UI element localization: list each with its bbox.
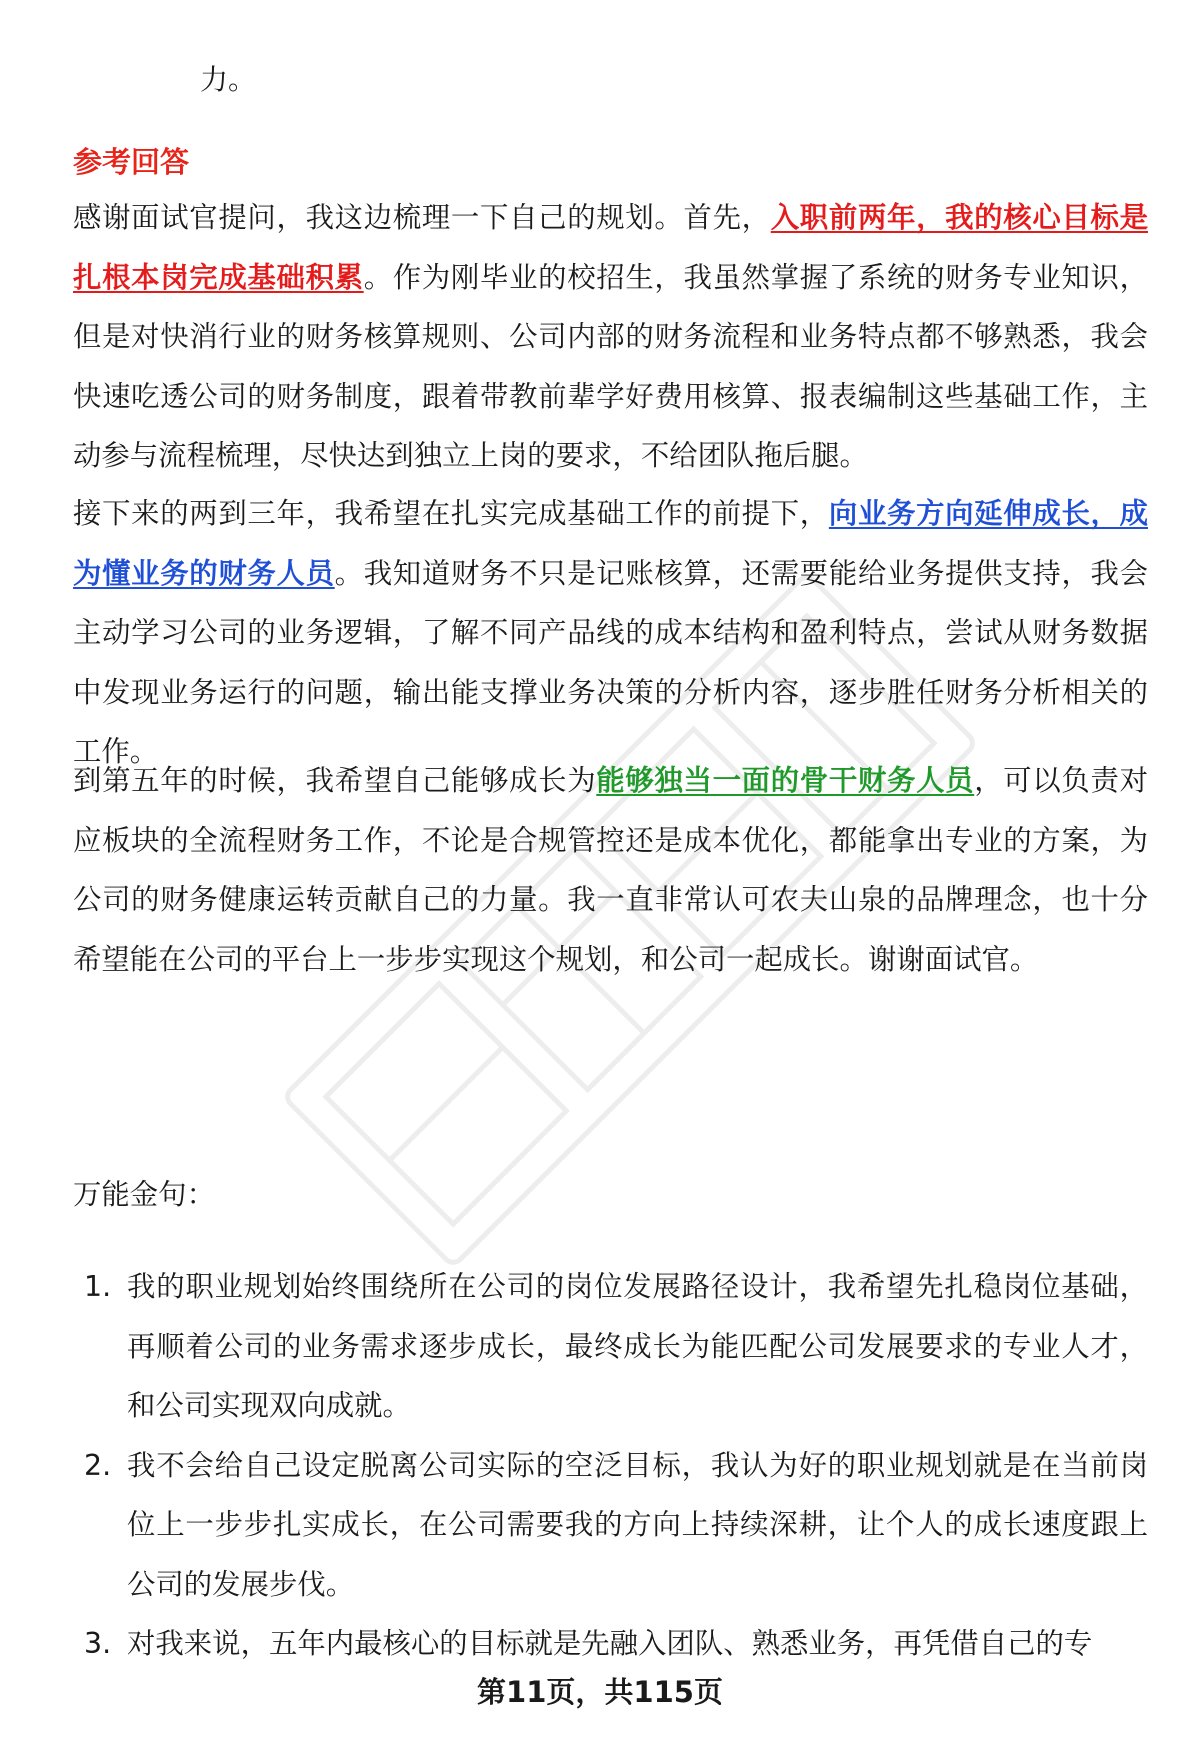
list-item [73, 1614, 1148, 1674]
answer-paragraph-3 [73, 751, 1148, 989]
paragraph-2-body: 。我知道财务不只是记账核算，还需要能给业务提供支持，我会主动学习公司的业务逻辑，了解不同产品线的成本结构和盈利特点，尝试从财务数据中发现业务运行的问题，输出能支撑业务决策的分析内容，逐步胜任财务分析相关的工作。 [73, 556, 1148, 768]
paragraph-3-intro: 到第五年的时候，我希望自己能够成长为 [73, 764, 597, 797]
paragraph-3-body: ，可以负责对应板块的全流程财务工作，不论是合规管控还是成本优化，都能拿出专业的方案，为公司的财务健康运转贡献自己的力量。我一直非常认可农夫山泉的品牌理念，也十分希望能在公司的平台上一步步实现这个规划，和公司一起成长。谢谢面试官。 [73, 764, 1148, 976]
list-item-number: 1. [84, 1270, 112, 1303]
list-item [73, 1436, 1148, 1615]
paragraph-1-body: 。作为刚毕业的校招生，我虽然掌握了系统的财务专业知识，但是对快消行业的财务核算规则、公司内部的财务流程和业务特点都不够熟悉，我会快速吃透公司的财务制度，跟着带教前辈学好费用核算、报表编制这些基础工作，主动参与流程梳理，尽快达到独立上岗的要求，不给团队拖后腿。 [73, 260, 1148, 472]
page-number-footer: 第11页，共115页 [477, 1675, 723, 1709]
list-item-text: 我的职业规划始终围绕所在公司的岗位发展路径设计，我希望先扎稳岗位基础，再顺着公司的业务需求逐步成长，最终成长为能匹配公司发展要求的专业人才，和公司实现双向成就。 [127, 1270, 1148, 1422]
continuation-text: 力。 [200, 63, 257, 96]
golden-sentences-list [73, 1257, 1148, 1674]
list-item-text: 我不会给自己设定脱离公司实际的空泛目标，我认为好的职业规划就是在当前岗位上一步步扎实成长，在公司需要我的方向上持续深耕，让个人的成长速度跟上公司的发展步伐。 [127, 1448, 1148, 1601]
golden-sentences-label: 万能金句： [73, 1178, 215, 1211]
list-item-text: 对我来说，五年内最核心的目标就是先融入团队、熟悉业务，再凭借自己的专 [127, 1627, 1093, 1660]
paragraph-1-intro: 感谢面试官提问，我这边梳理一下自己的规划。首先， [73, 201, 771, 234]
list-item-number: 2. [84, 1448, 112, 1482]
list-item [73, 1257, 1148, 1436]
highlight-two-year-goal: 入职前两年，我的核心目标是扎根本岗完成基础积累 [73, 201, 1148, 294]
highlight-business-growth: 向业务方向延伸成长，成为懂业务的财务人员 [73, 497, 1148, 590]
paragraph-2-intro: 接下来的两到三年，我希望在扎实完成基础工作的前提下， [73, 497, 829, 530]
answer-paragraph-1 [73, 188, 1148, 486]
list-item-number: 3. [84, 1627, 112, 1660]
highlight-five-year-goal: 能够独当一面的骨干财务人员 [596, 764, 975, 797]
reference-answer-heading: 参考回答 [73, 145, 190, 179]
answer-paragraph-2 [73, 484, 1148, 782]
